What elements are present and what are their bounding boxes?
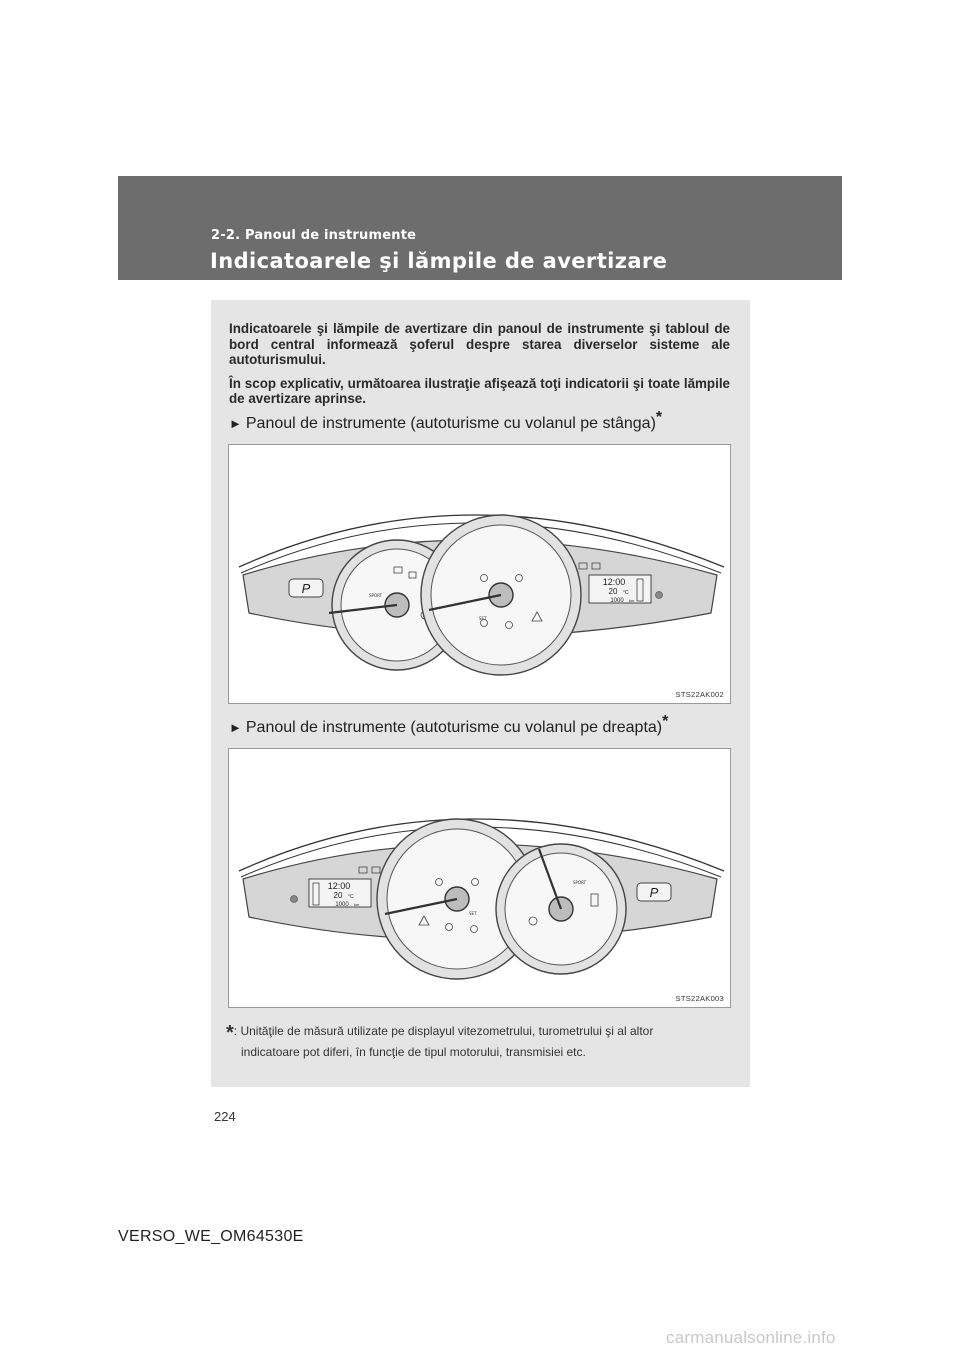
park-symbol: P: [301, 581, 311, 596]
display-odo-unit: km: [629, 598, 635, 603]
page-title: Indicatoarele şi lămpile de avertizare: [210, 249, 668, 273]
figure-2-rhd-cluster: [228, 748, 731, 1008]
park-symbol: P: [649, 885, 659, 900]
display-temp: 20: [333, 891, 343, 900]
display-odo-unit: km: [354, 902, 360, 907]
set-label: SET: [479, 616, 487, 621]
display-time: 12:00: [327, 881, 351, 891]
sport-label: SPORT: [573, 880, 587, 885]
asterisk-marker: *: [655, 409, 663, 426]
footnote-line-2: indicatoare pot diferi, în funcţie de tipul motorului, transmisiei etc.: [241, 1045, 586, 1059]
document-code: VERSO_WE_OM64530E: [118, 1228, 304, 1245]
triangle-bullet-icon: ►: [229, 416, 242, 431]
intro-text: [229, 321, 730, 415]
figure-1-heading: [229, 409, 663, 433]
display-time: 12:00: [602, 577, 626, 587]
rhd-cluster-illustration: [229, 749, 730, 1007]
figure-1-heading-text: Panoul de instrumente (autoturisme cu volanul pe stânga): [245, 415, 656, 432]
footnote-line-1: [226, 1022, 736, 1043]
sport-label: SPORT: [369, 593, 383, 598]
figure-2-heading-text: Panoul de instrumente (autoturisme cu volanul pe dreapta): [245, 719, 663, 736]
lhd-cluster-illustration: [229, 445, 730, 703]
section-label: 2-2. Panoul de instrumente: [211, 228, 417, 243]
footnote-line-1-text: : Unităţile de măsură utilizate pe displayul vitezometrului, turometrului şi al altor: [233, 1024, 654, 1038]
display-odometer: 1000: [610, 598, 624, 604]
header-band: [118, 176, 842, 280]
display-temp-unit: °C: [623, 590, 629, 596]
display-odometer: 1000: [335, 902, 349, 908]
watermark: carmanualsonline.info: [666, 1328, 836, 1347]
intro-paragraph-2: În scop explicativ, următoarea ilustraţie afişează toţi indicatorii şi toate lămpile de avertizare aprinse.: [229, 375, 730, 406]
figure-2-heading: [229, 713, 669, 737]
footnote: [226, 1022, 736, 1062]
set-label: SET: [469, 911, 477, 916]
footnote-asterisk: *: [226, 1022, 234, 1044]
display-temp-unit: °C: [348, 894, 354, 900]
content-box: [211, 300, 750, 1087]
triangle-bullet-icon: ►: [229, 720, 242, 735]
asterisk-marker: *: [662, 713, 669, 730]
display-temp: 20: [608, 587, 618, 596]
page-number: 224: [214, 1109, 236, 1124]
figure-2-code: STS22AK003: [675, 994, 724, 1003]
intro-paragraph-1: Indicatoarele şi lămpile de avertizare din panoul de instrumente şi tabloul de bord central informează şoferul despre starea diverselor sisteme ale autoturismului.: [229, 321, 730, 367]
figure-1-lhd-cluster: [228, 444, 731, 704]
figure-1-code: STS22AK002: [675, 690, 724, 699]
